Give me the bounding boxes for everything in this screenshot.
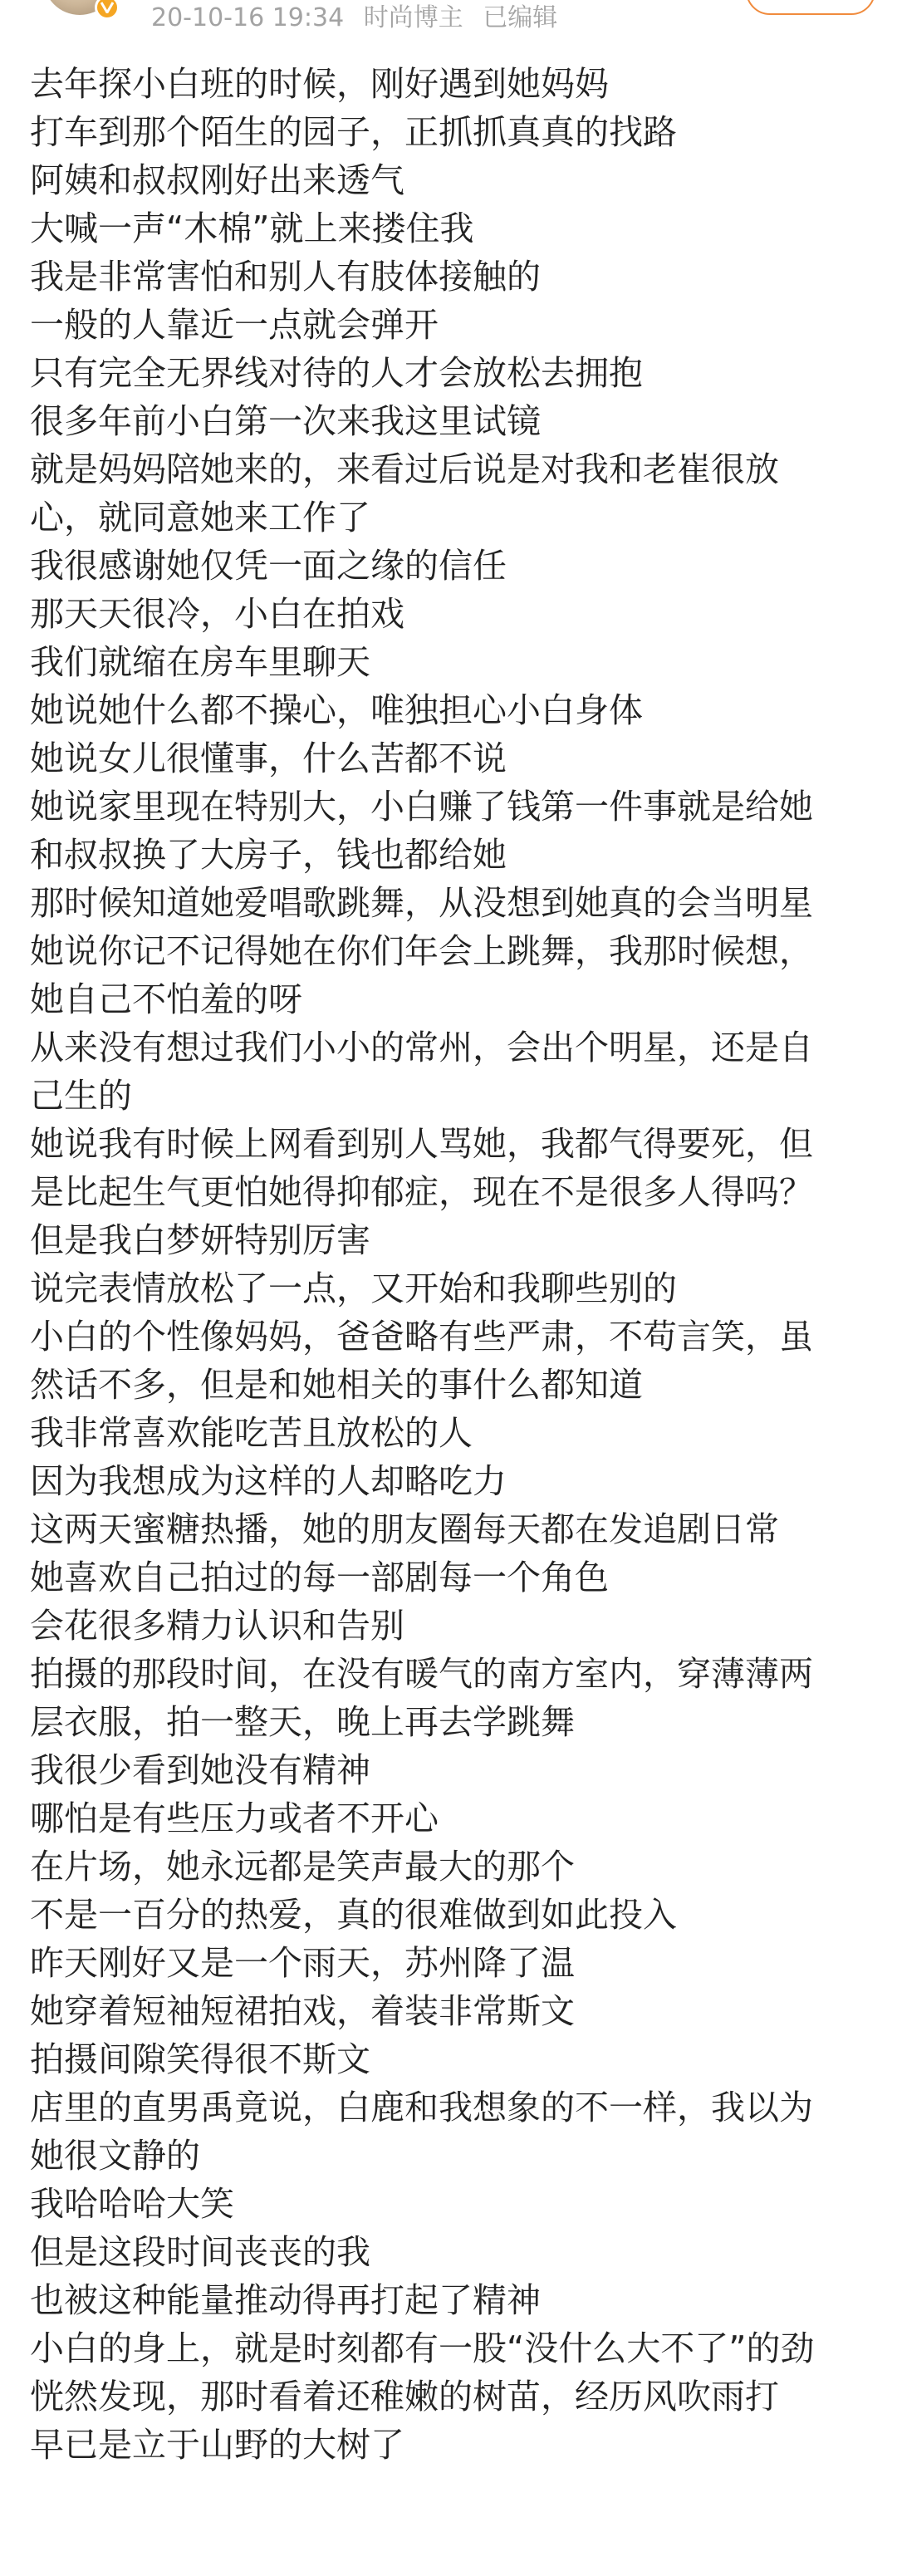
verified-badge-icon <box>95 0 120 20</box>
post-line: 我们就缩在房车里聊天 <box>30 642 370 682</box>
post-body <box>30 60 877 2469</box>
post-line: 但是我白梦妍特别厉害 <box>30 1220 370 1260</box>
post-line: 是比起生气更怕她得抑郁症，现在不是很多人得吗？ <box>30 1172 813 1212</box>
post-line: 她喜欢自己拍过的每一部剧每一个角色 <box>30 1558 609 1597</box>
post-line: 她自己不怕羞的呀 <box>30 979 302 1019</box>
post-line: 哪怕是有些压力或者不开心 <box>30 1798 439 1838</box>
post-line: 很多年前小白第一次来我这里试镜 <box>30 401 541 441</box>
post-line: 大喊一声“木棉”就上来搂住我 <box>30 209 474 248</box>
post-line: 不是一百分的热爱，真的很难做到如此投入 <box>30 1895 677 1935</box>
post-line: 那天天很冷，小白在拍戏 <box>30 594 404 634</box>
post-line: 她说女儿很懂事，什么苦都不说 <box>30 738 507 778</box>
post-line: 也被这种能量推动得再打起了精神 <box>30 2280 541 2320</box>
post-line: 和叔叔换了大房子，钱也都给她 <box>30 835 507 875</box>
post-header <box>0 0 897 43</box>
post-line: 她说你记不记得她在你们年会上跳舞，我那时候想， <box>30 931 813 971</box>
post-timestamp: 20-10-16 19:34 <box>151 3 345 32</box>
post-line: 我哈哈哈大笑 <box>30 2184 234 2224</box>
post-line: 但是这段时间丧丧的我 <box>30 2232 370 2272</box>
post-line: 小白的个性像妈妈，爸爸略有些严肃，不苟言笑，虽 <box>30 1317 813 1357</box>
post-line: 昨天刚好又是一个雨天，苏州降了温 <box>30 1943 575 1983</box>
post-line: 她说我有时候上网看到别人骂她，我都气得要死，但 <box>30 1124 813 1164</box>
post-line: 我很少看到她没有精神 <box>30 1750 370 1790</box>
post-line: 因为我想成为这样的人却略吃力 <box>30 1461 507 1501</box>
author-avatar[interactable] <box>43 0 116 15</box>
post-line: 这两天蜜糖热播，她的朋友圈每天都在发追剧日常 <box>30 1509 779 1549</box>
post-line: 己生的 <box>30 1076 132 1116</box>
post-line: 拍摄间隙笑得很不斯文 <box>30 2039 370 2079</box>
post-line: 从来没有想过我们小小的常州，会出个明星，还是自 <box>30 1028 813 1067</box>
post-edited-label: 已编辑 <box>483 3 558 32</box>
post-meta <box>151 2 569 35</box>
post-line: 店里的直男禹竟说，白鹿和我想象的不一样，我以为 <box>30 2088 813 2127</box>
post-line: 她穿着短袖短裙拍戏，着装非常斯文 <box>30 1991 575 2031</box>
post-line: 会花很多精力认识和告别 <box>30 1606 404 1646</box>
post-line: 去年探小白班的时候，刚好遇到她妈妈 <box>30 64 609 104</box>
post-line: 我非常喜欢能吃苦且放松的人 <box>30 1413 473 1453</box>
post-line: 阿姨和叔叔刚好出来透气 <box>30 160 404 200</box>
follow-button[interactable] <box>746 0 875 15</box>
post-line: 我很感谢她仅凭一面之缘的信任 <box>30 546 507 586</box>
post-line: 在片场，她永远都是笑声最大的那个 <box>30 1847 575 1887</box>
post-line: 只有完全无界线对待的人才会放松去拥抱 <box>30 353 643 393</box>
post-line: 层衣服，拍一整天，晚上再去学跳舞 <box>30 1702 575 1742</box>
post-line: 那时候知道她爱唱歌跳舞，从没想到她真的会当明星 <box>30 883 813 923</box>
post-line: 恍然发现，那时看着还稚嫩的树苗，经历风吹雨打 <box>30 2377 779 2417</box>
post-line: 打车到那个陌生的园子，正抓抓真真的找路 <box>30 112 677 152</box>
post-line: 就是妈妈陪她来的，来看过后说是对我和老崔很放 <box>30 449 779 489</box>
post-source: 时尚博主 <box>363 3 463 32</box>
post-line: 拍摄的那段时间，在没有暖气的南方室内，穿薄薄两 <box>30 1654 813 1694</box>
post-line: 我是非常害怕和别人有肢体接触的 <box>30 257 541 297</box>
post-line: 她说家里现在特别大，小白赚了钱第一件事就是给她 <box>30 787 813 827</box>
post-line: 说完表情放松了一点，又开始和我聊些别的 <box>30 1268 677 1308</box>
post-line: 她很文静的 <box>30 2136 200 2176</box>
post-line: 早已是立于山野的大树了 <box>30 2425 404 2465</box>
post-line: 然话不多，但是和她相关的事什么都知道 <box>30 1365 643 1405</box>
post-line: 小白的身上，就是时刻都有一股“没什么大不了”的劲 <box>30 2328 815 2368</box>
post-line: 心，就同意她来工作了 <box>30 498 370 537</box>
post-line: 她说她什么都不操心，唯独担心小白身体 <box>30 690 643 730</box>
post-line: 一般的人靠近一点就会弹开 <box>30 305 439 345</box>
